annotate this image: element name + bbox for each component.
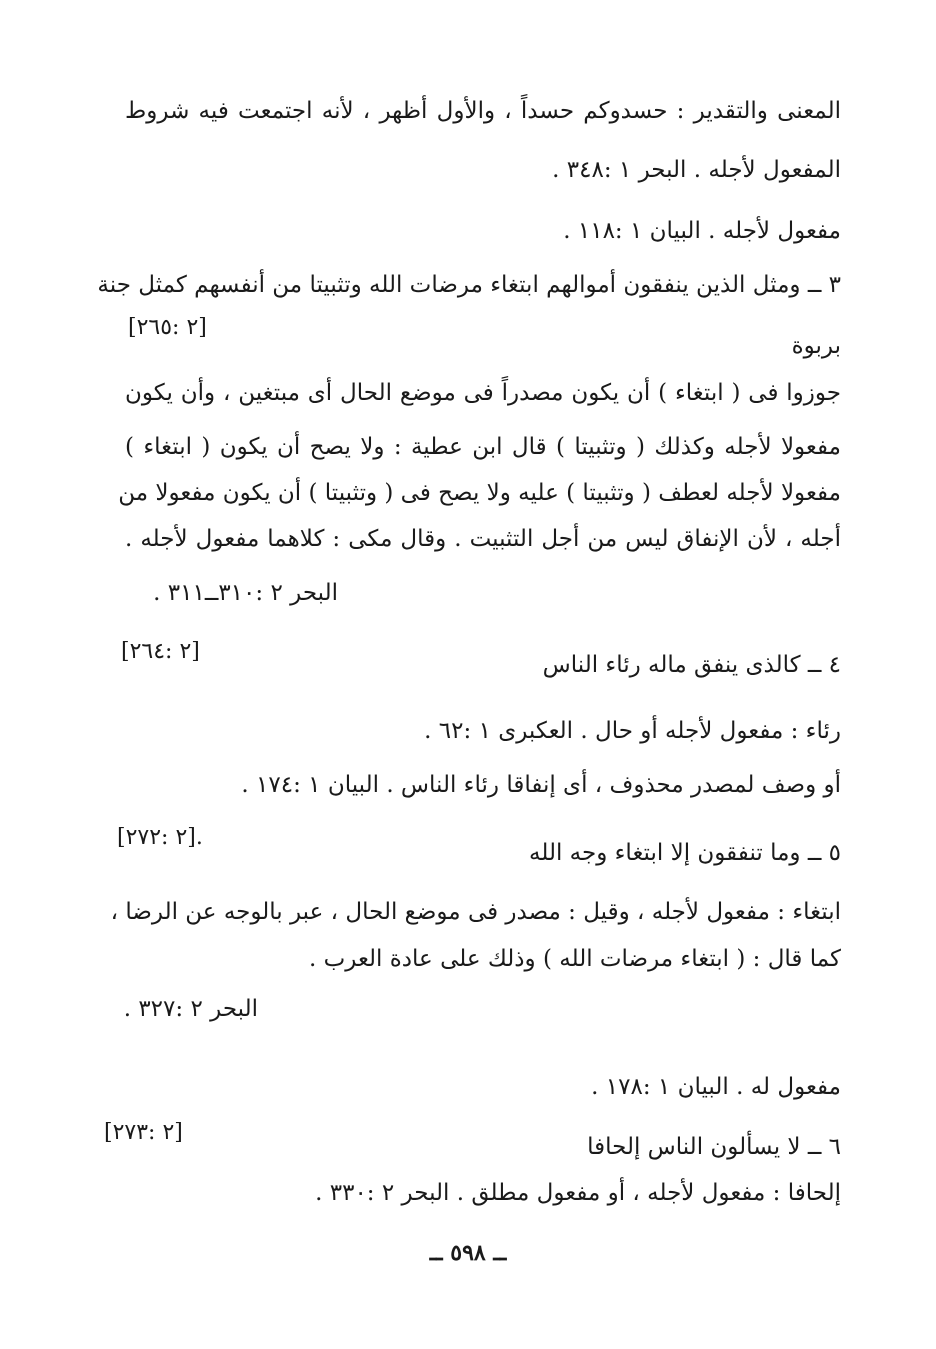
paragraph-line: كما قال : ( ابتغاء مرضات الله ) وذلك على عادة العرب .	[308, 946, 841, 972]
page-number: ــ ٥٩٨ ــ	[429, 1240, 507, 1266]
verse-3-text: ٣ ــ ومثل الذين ينفقون أموالهم ابتغاء مرضات الله وتثبيتا من أنفسهم كمثل جنة	[97, 272, 841, 298]
paragraph-line: البحر ٢ :٣٢٧ .	[123, 996, 258, 1022]
paragraph-line: المعنى والتقدير : حسدوكم حسداً ، والأول أظهر ، لأنه اجتمعت فيه شروط	[125, 98, 841, 124]
paragraph-line: مفعول لأجله . البيان ١ :١١٨ .	[563, 218, 841, 244]
verse-3-reference: [٢ :٢٦٥]	[128, 315, 207, 340]
paragraph-line: مفعولا لأجله لعطف ( وتثبيتا ) عليه ولا يصح فى ( وتثبيتا ) أن يكون مفعولا من	[118, 480, 841, 506]
paragraph-line: البحر ٢ :٣١٠ــ٣١١ .	[153, 580, 338, 606]
paragraph-line: جوزوا فى ( ابتغاء ) أن يكون مصدراً فى موضع الحال أى مبتغين ، وأن يكون	[125, 380, 841, 406]
paragraph-line: رئاء : مفعول لأجله أو حال . العكبرى ١ :٦٢ .	[424, 718, 841, 744]
verse-5-reference: [٢ :٢٧٢].	[117, 825, 203, 850]
verse-4-reference: [٢ :٢٦٤]	[121, 639, 200, 664]
verse-3-continuation: بربوة	[791, 333, 841, 359]
verse-6-text: ٦ ــ لا يسألون الناس إلحافا	[587, 1134, 841, 1160]
paragraph-line: مفعول له . البيان ١ :١٧٨ .	[591, 1074, 841, 1100]
paragraph-line: أو وصف لمصدر محذوف ، أى إنفاقا رئاء الناس . البيان ١ :١٧٤ .	[241, 772, 841, 798]
paragraph-line: أجله ، لأن الإنفاق ليس من أجل التثبيت . وقال مكى : كلاهما مفعول لأجله .	[125, 526, 841, 552]
verse-4-text: ٤ ــ كالذى ينفق ماله رئاء الناس	[542, 652, 841, 678]
paragraph-line: ابتغاء : مفعول لأجله ، وقيل : مصدر فى موضع الحال ، عبر بالوجه عن الرضا ،	[110, 899, 841, 925]
verse-5-text: ٥ ــ وما تنفقون إلا ابتغاء وجه الله	[529, 840, 841, 866]
paragraph-line: إلحافا : مفعول لأجله ، أو مفعول مطلق . البحر ٢ :٣٣٠ .	[315, 1180, 841, 1206]
paragraph-line: مفعولا لأجله وكذلك ( وتثبيتا ) قال ابن عطية : ولا يصح أن يكون ( ابتغاء )	[125, 434, 841, 460]
verse-6-reference: [٢ :٢٧٣]	[104, 1120, 183, 1145]
paragraph-line: المفعول لأجله . البحر ١ :٣٤٨ .	[552, 157, 841, 183]
